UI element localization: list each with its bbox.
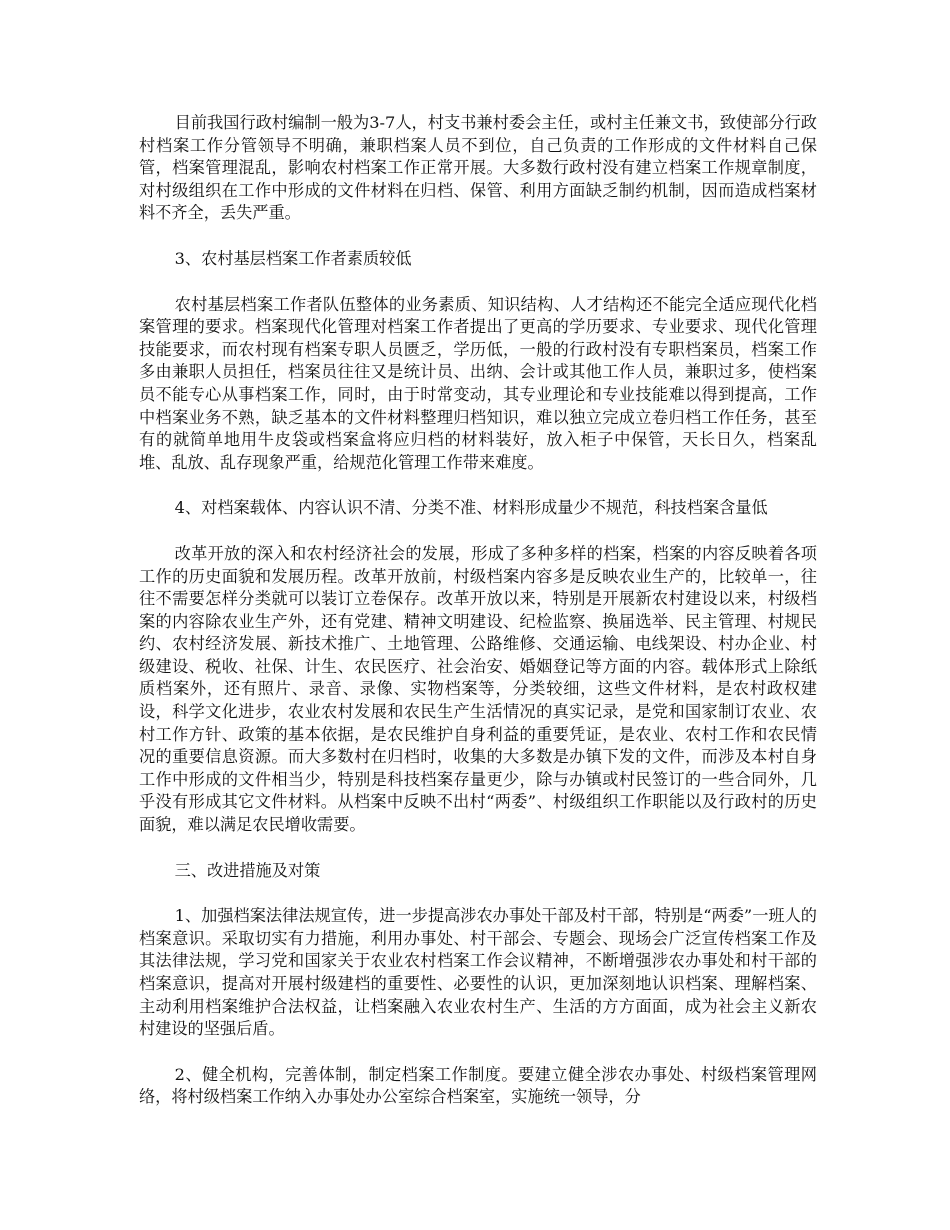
- section-heading-3: 3、农村基层档案工作者素质较低: [174, 248, 412, 268]
- paragraph-archivist-quality: 农村基层档案工作者队伍整体的业务素质、知识结构、人才结构还不能完全适应现代化档案管理的要求。档案现代化管理对档案工作者提出了更高的学历要求、专业要求、现代化管理技能要求，而农村现有档案专职人员匮乏，学历低，一般的行政村没有专职档案员，档案工作多由兼职人员担任，档案员往往又是统计员、出纳、会计或其他工作人员，兼职过多，使档案员不能专心从事档案工作，同时，由于时常变动，其专业理论和专业技能难以得到提高，工作中档案业务不熟，缺乏基本的文件材料整理归档知识，难以独立完成立卷归档工作任务，甚至有的就简单地用牛皮袋或档案盒将应归档的材料装好，放入柜子中保管，天长日久，档案乱堆、乱放、乱存现象严重，给规范化管理工作带来难度。: [139, 294, 817, 472]
- paragraph-village-staffing: 目前我国行政村编制一般为3-7人，村支书兼村委会主任，或村主任兼文书，致使部分行政村档案工作分管领导不明确，兼职档案人员不到位，自己负责的工作形成的文件材料自己保管，档案管理混乱，影响农村档案工作正常开展。大多数行政村没有建立档案工作规章制度，对村级组织在工作中形成的文件材料在归档、保管、利用方面缺乏制约机制，因而造成档案材料不齐全，丢失严重。: [139, 113, 817, 223]
- section-heading-4: 4、对档案载体、内容认识不清、分类不准、材料形成量少不规范，科技档案含量低: [174, 498, 768, 518]
- paragraph-measure-2: 2、健全机构，完善体制，制定档案工作制度。要建立健全涉农办事处、村级档案管理网络，将村级档案工作纳入办事处办公室综合档案室，实施统一领导，分: [139, 1064, 817, 1107]
- paragraph-measure-1: 1、加强档案法律法规宣传，进一步提高涉农办事处干部及村干部，特别是“两委”一班人的档案意识。采取切实有力措施，利用办事处、村干部会、专题会、现场会广泛宣传档案工作及其法律法规，学习党和国家关于农业农村档案工作会议精神，不断增强涉农办事处和村干部的档案意识，提高对开展村级建档的重要性、必要性的认识，更加深刻地认识档案、理解档案、主动利用档案维护合法权益，让档案融入农业农村生产、生活的方方面面，成为社会主义新农村建设的坚强后盾。: [139, 906, 817, 1039]
- section-heading-measures: 三、改进措施及对策: [174, 860, 321, 880]
- document-body: [139, 112, 817, 1109]
- paragraph-archive-content: 改革开放的深入和农村经济社会的发展，形成了多种多样的档案，档案的内容反映着各项工作的历史面貌和发展历程。改革开放前，村级档案内容多是反映农业生产的，比较单一，往往不需要怎样分类就可以装订立卷保存。改革开放以来，特别是开展新农村建设以来，村级档案的内容除农业生产外，还有党建、精神文明建设、纪检监察、换届选举、民主管理、村规民约、农村经济发展、新技术推广、土地管理、公路维修、交通运输、电线架设、村办企业、村级建设、税收、社保、计生、农民医疗、社会治安、婚姻登记等方面的内容。载体形式上除纸质档案外，还有照片、录音、录像、实物档案等，分类较细，这些文件材料，是农村政权建设，科学文化进步，农业农村发展和农民生产生活情况的真实记录，是党和国家制订农业、农村工作方针、政策的基本依据，是农民维护自身利益的重要凭证，是农业、农村工作和农民情况的重要信息资源。而大多数村在归档时，收集的大多数是办镇下发的文件，而涉及本村自身工作中形成的文件相当少，特别是科技档案存量更少，除与办镇或村民签订的一些合同外，几乎没有形成其它文件材料。从档案中反映不出村“两委”、村级组织工作职能以及行政村的历史面貌，难以满足农民增收需要。: [139, 543, 817, 835]
